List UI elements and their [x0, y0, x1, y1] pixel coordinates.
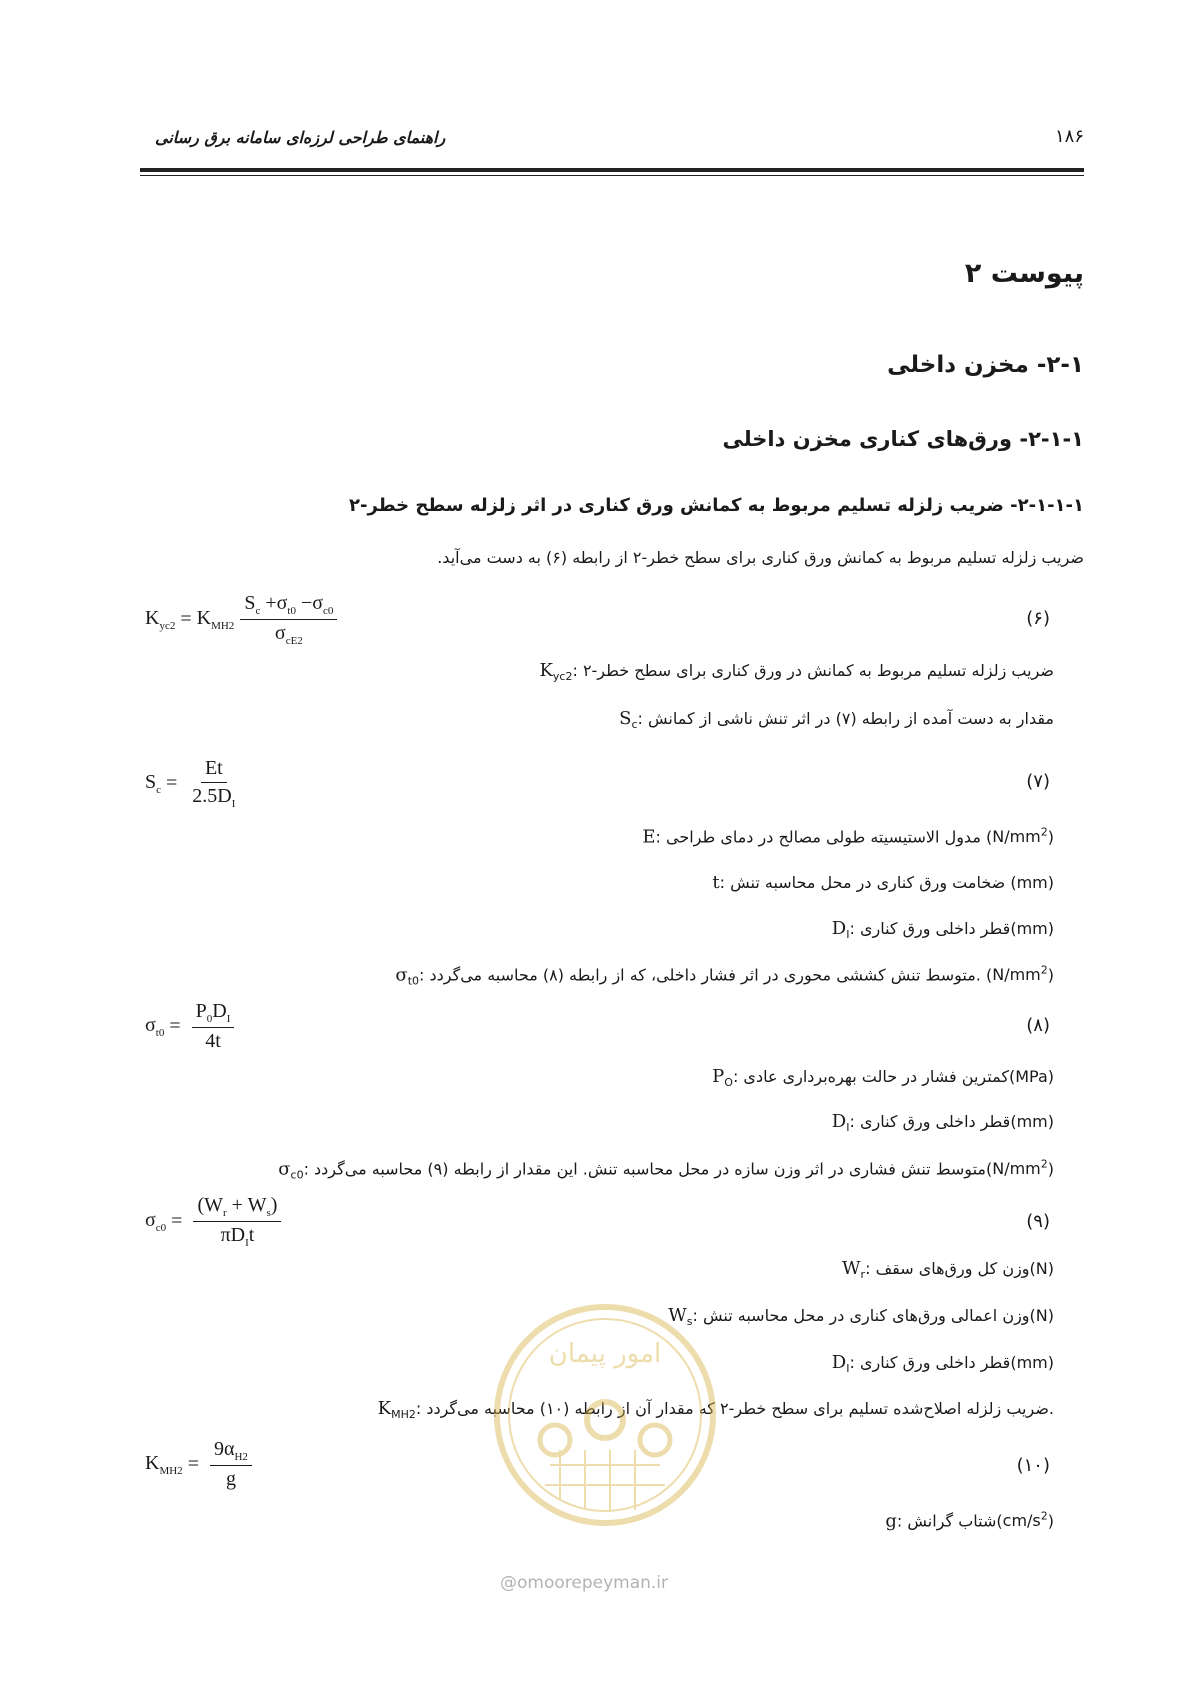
- definition-wr: $W_r$: وزن کل ورق‌های سقف(N): [842, 1258, 1054, 1282]
- equation-8-number: (۸): [1026, 1015, 1050, 1036]
- equation-8-fraction: $\frac{P_0D_I}{4t}$: [192, 1000, 235, 1053]
- equation-7-number: (۷): [1026, 771, 1050, 792]
- watermark-logo: [490, 1300, 720, 1530]
- equation-7: $S_c$ = $\frac{Et}{2.5D_I}$: [145, 757, 239, 810]
- definition-ws: $W_s$: وزن اعمالی ورق‌های کناری در محل محاسبه تنش(N): [668, 1305, 1054, 1329]
- equation-10-fraction: $\frac{9\alpha_{H2}}{g}$: [210, 1438, 252, 1491]
- header-rule-thick: [140, 168, 1084, 172]
- watermark-url: @omoorepeyman.ir: [500, 1573, 669, 1593]
- definition-di-2: $D_I$: قطر داخلی ورق کناری(mm): [831, 1111, 1054, 1135]
- definition-di-3: $D_I$: قطر داخلی ورق کناری(mm): [831, 1352, 1054, 1376]
- definition-sc: $S_c$: مقدار به دست آمده از رابطه (۷) در اثر تنش ناشی از کمانش: [619, 708, 1054, 732]
- section-heading-2-1-1: ۲-۱-۱- ورق‌های کناری مخزن داخلی: [722, 427, 1084, 451]
- definition-sigma-t0: $\sigma_{t0}$: متوسط تنش کششی محوری در اثر فشار داخلی، که از رابطه (۸) محاسبه می‌گردد. $(N/mm^2)$: [395, 964, 1054, 988]
- definition-sigma-c0: $\sigma_{c0}$: متوسط تنش فشاری در اثر وزن سازه در محل محاسبه تنش. این مقدار از رابطه (۹) محاسبه $می‌گردد(N/mm^2)$: [278, 1158, 1054, 1182]
- equation-9-fraction: $\frac{(W_r + W_s)}{\pi D_It}$: [193, 1194, 281, 1249]
- definition-po: $P_O$: کمترین فشار در حالت بهره‌برداری عادی(MPa): [712, 1066, 1054, 1090]
- intro-paragraph: ضریب زلزله تسلیم مربوط به کمانش ورق کناری برای سطح خطر-۲ از رابطه (۶) به دست می‌آید.: [437, 548, 1084, 567]
- watermark-logo-text: امور پیمان: [548, 1339, 662, 1369]
- equation-9: $\sigma_{c0}$ = $\frac{(W_r + W_s)}{\pi D_It}$: [145, 1194, 281, 1249]
- equation-6: $K_{yc2}$ = $K_{MH2}$ $\frac{S_c +\sigma_{t0} -\sigma_{c0}}{\sigma_{cE2}}$: [145, 592, 337, 647]
- equation-9-number: (۹): [1026, 1211, 1050, 1232]
- equation-6-number: (۶): [1026, 608, 1050, 629]
- header-rule-thin: [140, 175, 1084, 176]
- definition-kyc2: $K_{yc2}$: ضریب زلزله تسلیم مربوط به کمانش در ورق کناری برای سطح خطر-۲: [539, 660, 1054, 684]
- page-number: ۱۸۶: [1054, 126, 1084, 147]
- definition-di-1: $D_I$: قطر داخلی ورق کناری(mm): [831, 918, 1054, 942]
- section-heading-2-1: ۲-۱- مخزن داخلی: [887, 352, 1084, 378]
- running-header-title: راهنمای طراحی لرزه‌ای سامانه برق رسانی: [155, 128, 446, 147]
- section-heading-2-1-1-1: ۲-۱-۱-۱- ضریب زلزله تسلیم مربوط به کمانش ورق کناری در اثر زلزله سطح خطر-۲: [348, 495, 1084, 516]
- definition-e: E: مدول الاستیسیته طولی مصالح در دمای طراحی $(N/mm^2)$: [642, 826, 1054, 848]
- definition-g: g: شتاب $گرانش(cm/s^2)$: [885, 1510, 1054, 1532]
- equation-10-number: (۱۰): [1016, 1455, 1050, 1476]
- equation-8: $\sigma_{t0}$ = $\frac{P_0D_I}{4t}$: [145, 1000, 234, 1053]
- equation-6-fraction: $\frac{S_c +\sigma_{t0} -\sigma_{c0}}{\sigma_{cE2}}$: [240, 592, 337, 647]
- equation-10: $K_{MH2}$ = $\frac{9\alpha_{H2}}{g}$: [145, 1438, 252, 1491]
- appendix-title: پیوست ۲: [964, 258, 1084, 289]
- equation-7-fraction: $\frac{Et}{2.5D_I}$: [192, 757, 236, 810]
- definition-kmh2: $K_{MH2}$: ضریب زلزله اصلاح‌شده تسلیم برای سطح خطر-۲ که مقدار آن از رابطه (۱۰) محاسبه می‌گردد.: [377, 1398, 1054, 1422]
- definition-t: t: ضخامت ورق کناری در محل محاسبه تنش (mm): [712, 872, 1054, 893]
